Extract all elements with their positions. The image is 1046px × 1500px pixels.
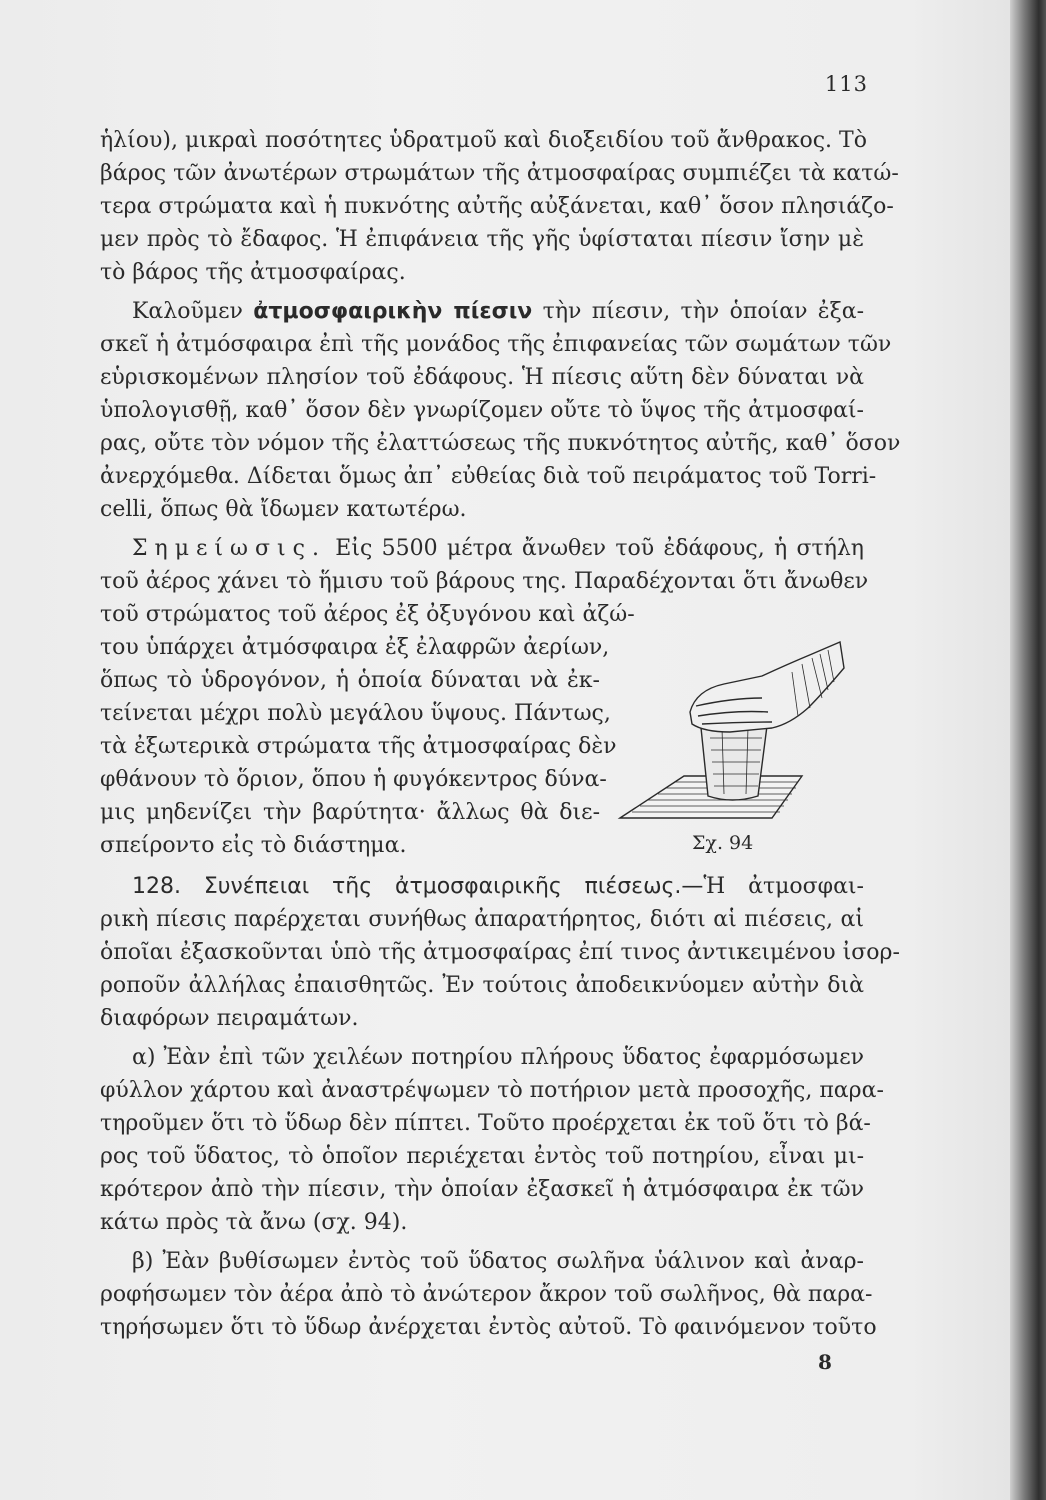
paragraph-definition xyxy=(132,297,864,327)
text-line: ρας, οὔτε τὸν νόμον τῆς ἐλαττώσεως τῆς πυκνότητος αὐτῆς, καθ᾽ ὅσον xyxy=(100,431,901,456)
text-line: τοῦ στρώματος τοῦ ἀέρος ἐξ ὀξυγόνου καὶ ἀζώ- xyxy=(100,602,635,627)
text-line: α) Ἐὰν ἐπὶ τῶν χειλέων ποτηρίου πλήρους ὕδατος ἐφαρμόσωμεν xyxy=(132,1045,864,1070)
text-run: Καλοῦμεν xyxy=(132,299,254,324)
text-line: μις μηδενίζει τὴν βαρύτητα· ἄλλως θὰ διε- xyxy=(100,800,600,825)
text-line: εὑρισκομένων πλησίον τοῦ ἐδάφους. Ἡ πίεσις αὕτη δὲν δύναται νὰ xyxy=(100,365,864,390)
section-heading-line xyxy=(132,872,864,902)
note-label: Σημείωσις. xyxy=(132,536,326,561)
text-line: τὰ ἐξωτερικὰ στρώματα τῆς ἀτμοσφαίρας δὲν xyxy=(100,734,617,759)
text-line: ρικὴ πίεσις παρέρχεται συνήθως ἀπαρατήρητος, διότι αἱ πιέσεις, αἱ xyxy=(100,907,864,932)
book-spine-shadow xyxy=(1010,0,1046,1500)
figure-94 xyxy=(612,628,852,838)
text-line: σπείροντο εἰς τὸ διάστημα. xyxy=(100,833,407,858)
hand-on-glass-illustration xyxy=(612,628,852,838)
text-run: Εἰς 5500 μέτρα ἄνωθεν τοῦ ἐδάφους, ἡ στήλη xyxy=(325,536,864,561)
section-heading: 128. Συνέπειαι τῆς ἀτμοσφαιρικῆς πιέσεως.— xyxy=(132,874,704,899)
text-line: φύλλον χάρτου καὶ ἀναστρέψωμεν τὸ ποτήριον μετὰ προσοχῆς, παρα- xyxy=(100,1078,884,1103)
text-line: βάρος τῶν ἀνωτέρων στρωμάτων τῆς ἀτμοσφαίρας συμπιέζει τὰ κατώ- xyxy=(100,161,899,186)
text-line: μεν πρὸς τὸ ἔδαφος. Ἡ ἐπιφάνεια τῆς γῆς ὑφίσταται πίεσιν ἴσην μὲ xyxy=(100,227,864,252)
text-line: ρος τοῦ ὕδατος, τὸ ὁποῖον περιέχεται ἐντὸς τοῦ ποτηρίου, εἶναι μι- xyxy=(100,1144,864,1169)
text-run: τὴν πίεσιν, τὴν ὁποίαν ἐξα- xyxy=(532,299,865,324)
text-line: ροφήσωμεν τὸν ἀέρα ἀπὸ τὸ ἀνώτερον ἄκρον τοῦ σωλῆνος, θὰ παρα- xyxy=(100,1282,873,1307)
text-line: τηρήσωμεν ὅτι τὸ ὕδωρ ἀνέρχεται ἐντὸς αὐτοῦ. Τὸ φαινόμενον τοῦτο xyxy=(100,1315,877,1340)
text-line: κάτω πρὸς τὰ ἄνω (σχ. 94). xyxy=(100,1210,408,1235)
note-line xyxy=(132,534,864,564)
signature-mark: 8 xyxy=(818,1350,832,1374)
bold-term: ἀτμοσφαιρικὴν πίεσιν xyxy=(253,299,533,324)
text-line: ὑπολογισθῇ, καθ᾽ ὅσον δὲν γνωρίζομεν οὔτε τὸ ὕψος τῆς ἀτμοσφαί- xyxy=(100,398,864,423)
text-line: τοῦ ἀέρος χάνει τὸ ἥμισυ τοῦ βάρους της. Παραδέχονται ὅτι ἄνωθεν xyxy=(100,569,869,594)
text-line: celli, ὅπως θὰ ἴδωμεν κατωτέρω. xyxy=(100,497,467,522)
text-line: του ὑπάρχει ἀτμόσφαιρα ἐξ ἐλαφρῶν ἀερίων, xyxy=(100,635,610,660)
text-line: τὸ βάρος τῆς ἀτμοσφαίρας. xyxy=(100,260,406,285)
text-line: ἀνερχόμεθα. Δίδεται ὅμως ἀπ᾽ εὐθείας διὰ τοῦ πειράματος τοῦ Torri- xyxy=(100,464,877,489)
text-line: ροποῦν ἀλλήλας ἐπαισθητῶς. Ἐν τούτοις ἀποδεικνύομεν αὐτὴν διὰ xyxy=(100,973,864,998)
page-number: 113 xyxy=(824,72,868,96)
figure-caption: Σχ. 94 xyxy=(692,832,754,854)
text-line: διαφόρων πειραμάτων. xyxy=(100,1006,359,1031)
text-line: φθάνουν τὸ ὅριον, ὅπου ἡ φυγόκεντρος δύνα- xyxy=(100,767,607,792)
text-line: τερα στρώματα καὶ ἡ πυκνότης αὐτῆς αὐξάνεται, καθ᾽ ὅσον πλησιάζο- xyxy=(100,194,894,219)
text-line: τείνεται μέχρι πολὺ μεγάλου ὕψους. Πάντως, xyxy=(100,701,611,726)
text-line: σκεῖ ἡ ἀτμόσφαιρα ἐπὶ τῆς μονάδος τῆς ἐπιφανείας τῶν σωμάτων τῶν xyxy=(100,332,892,357)
text-line: ἡλίου), μικραὶ ποσότητες ὑδρατμοῦ καὶ διοξειδίου τοῦ ἄνθρακος. Τὸ xyxy=(100,128,867,153)
text-line: τηροῦμεν ὅτι τὸ ὕδωρ δὲν πίπτει. Τοῦτο προέρχεται ἐκ τοῦ ὅτι τὸ βά- xyxy=(100,1111,871,1136)
text-line: κρότερον ἀπὸ τὴν πίεσιν, τὴν ὁποίαν ἐξασκεῖ ἡ ἀτμόσφαιρα ἐκ τῶν xyxy=(100,1177,864,1202)
text-line: ὁποῖαι ἐξασκοῦνται ὑπὸ τῆς ἀτμοσφαίρας ἐπί τινος ἀντικειμένου ἰσορ- xyxy=(100,940,900,965)
text-run: Ἡ ἀτμοσφαι- xyxy=(703,874,864,899)
text-line: ὅπως τὸ ὑδρογόνον, ἡ ὁποία δύναται νὰ ἐκ- xyxy=(100,668,600,693)
text-line: β) Ἐὰν βυθίσωμεν ἐντὸς τοῦ ὕδατος σωλῆνα ὑάλινον καὶ ἀναρ- xyxy=(132,1249,864,1274)
